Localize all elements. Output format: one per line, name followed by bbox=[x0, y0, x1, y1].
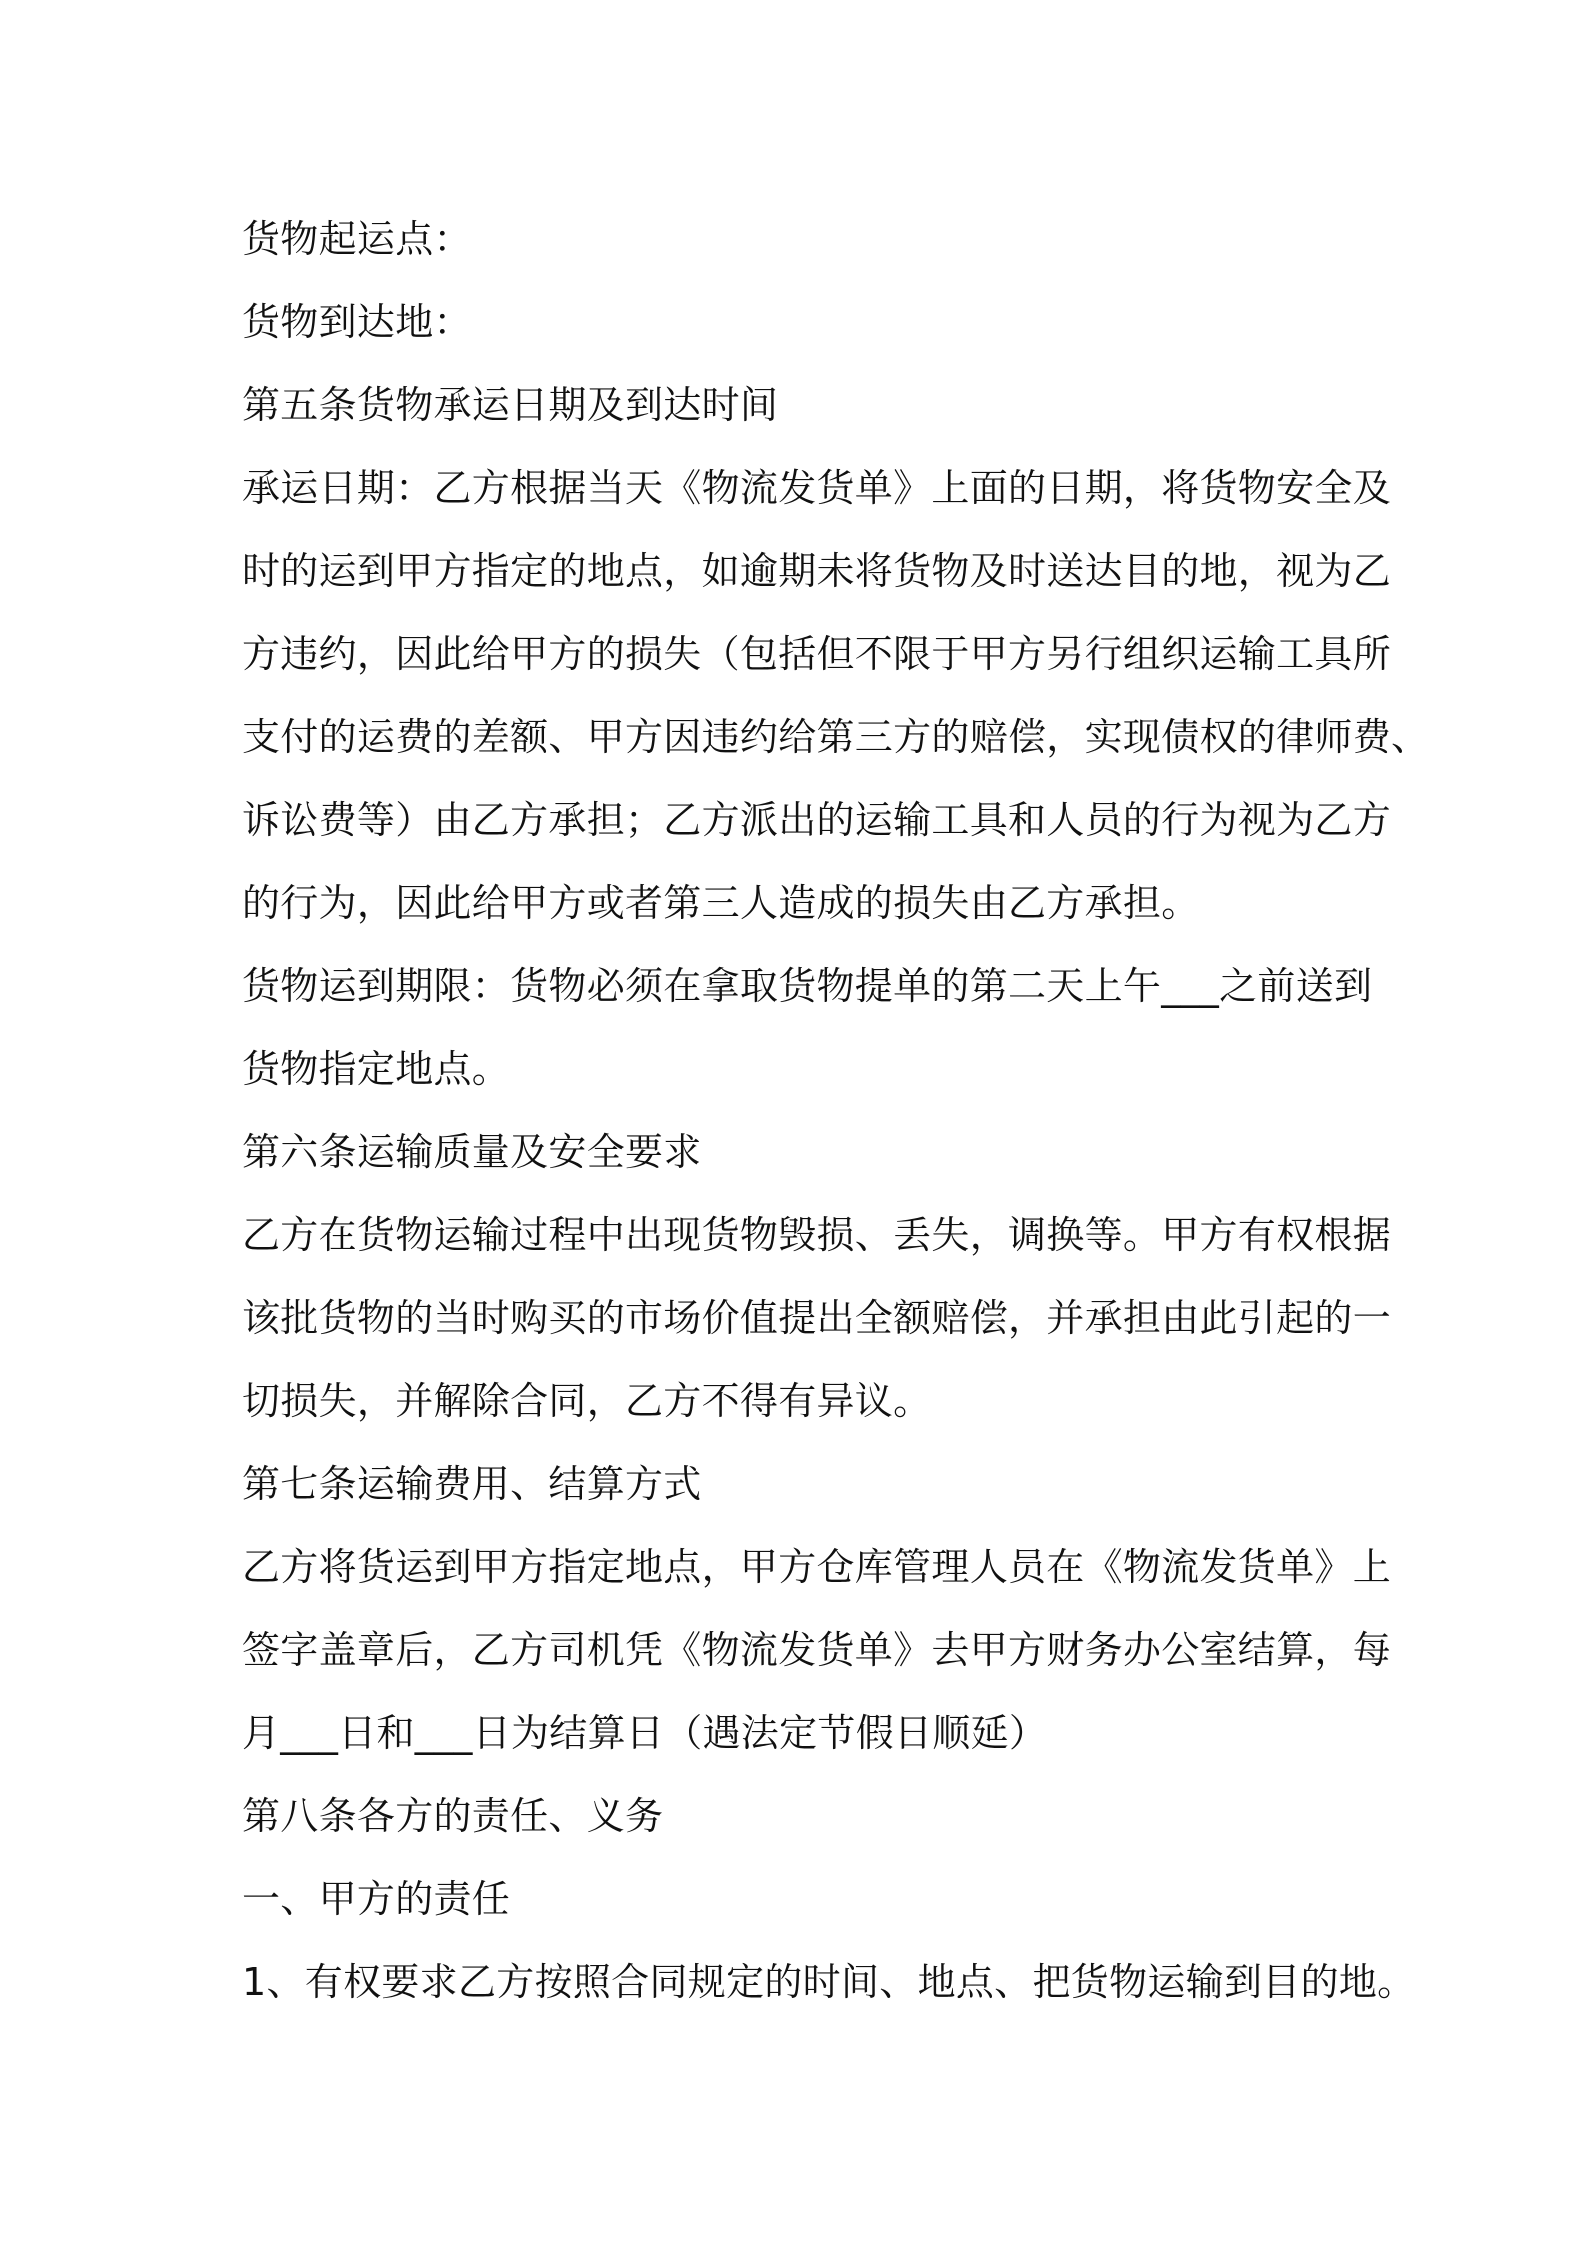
article-7-heading: 第七条运输费用、结算方式 bbox=[242, 1462, 702, 1506]
section-heading: 一、甲方的责任 bbox=[242, 1877, 511, 1921]
paragraph-line: 承运日期：乙方根据当天《物流发货单》上面的日期，将货物安全及 bbox=[242, 466, 1392, 510]
paragraph-line: 的行为，因此给甲方或者第三人造成的损失由乙方承担。 bbox=[242, 881, 1200, 925]
document-body bbox=[242, 198, 1430, 2024]
destination-line: 货物到达地： bbox=[242, 300, 472, 344]
paragraph-line: 乙方将货运到甲方指定地点，甲方仓库管理人员在《物流发货单》上 bbox=[242, 1545, 1392, 1589]
article-8-heading: 第八条各方的责任、义务 bbox=[242, 1794, 664, 1838]
paragraph-line: 该批货物的当时购买的市场价值提出全额赔偿，并承担由此引起的一 bbox=[242, 1296, 1392, 1340]
paragraph-line: 签字盖章后，乙方司机凭《物流发货单》去甲方财务办公室结算，每 bbox=[242, 1628, 1392, 1672]
paragraph-line: 货物运到期限：货物必须在拿取货物提单的第二天上午___之前送到 bbox=[242, 964, 1373, 1008]
article-6-heading: 第六条运输质量及安全要求 bbox=[242, 1130, 702, 1174]
paragraph-line: 货物指定地点。 bbox=[242, 1047, 511, 1091]
paragraph-line: 方违约，因此给甲方的损失（包括但不限于甲方另行组织运输工具所 bbox=[242, 632, 1392, 676]
paragraph-line: 切损失，并解除合同，乙方不得有异议。 bbox=[242, 1379, 932, 1423]
paragraph-line: 乙方在货物运输过程中出现货物毁损、丢失，调换等。甲方有权根据 bbox=[242, 1213, 1392, 1257]
origin-line: 货物起运点： bbox=[242, 217, 472, 261]
paragraph-line: 支付的运费的差额、甲方因违约给第三方的赔偿，实现债权的律师费、 bbox=[242, 715, 1430, 759]
list-item: 1、有权要求乙方按照合同规定的时间、地点、把货物运输到目的地。 bbox=[242, 1960, 1416, 2004]
paragraph-line: 时的运到甲方指定的地点，如逾期未将货物及时送达目的地，视为乙 bbox=[242, 549, 1392, 593]
article-5-heading: 第五条货物承运日期及到达时间 bbox=[242, 383, 779, 427]
paragraph-line: 月___日和___日为结算日（遇法定节假日顺延） bbox=[242, 1711, 1048, 1755]
paragraph-line: 诉讼费等）由乙方承担；乙方派出的运输工具和人员的行为视为乙方 bbox=[242, 798, 1392, 842]
